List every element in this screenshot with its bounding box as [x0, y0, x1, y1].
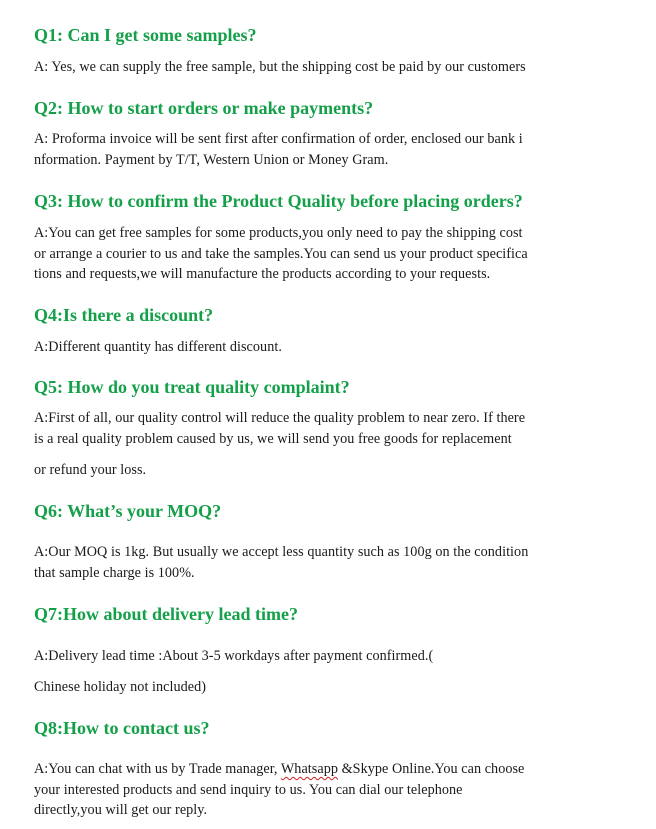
faq-question-4: Q4:Is there a discount? — [34, 305, 214, 325]
faq-answer-8-line-2: your interested products and send inquiry to us. You can dial our telephone — [34, 782, 463, 798]
faq-question-2: Q2: How to start orders or make payments? — [34, 98, 374, 118]
faq-answer-6-line-2: that sample charge is 100%. — [34, 565, 195, 581]
faq-question-5: Q5: How do you treat quality complaint? — [34, 377, 350, 397]
faq-answer-8-text-before: A:You can chat with us by Trade manager, — [34, 761, 281, 777]
faq-answer-7-line-2: Chinese holiday not included) — [34, 679, 207, 695]
faq-answer-3-line-3: tions and requests,we will manufacture the products according to your requests. — [34, 266, 491, 282]
faq-question-6: Q6: What’s your MOQ? — [34, 501, 222, 521]
faq-answer-8-line-3: directly,you will get our reply. — [34, 802, 208, 818]
faq-answer-8-line-1 — [34, 759, 524, 779]
faq-answer-4-line-1: A:Different quantity has different discount. — [34, 339, 282, 355]
faq-answer-5-line-3: or refund your loss. — [34, 462, 147, 478]
faq-answer-3-line-1: A:You can get free samples for some products,you only need to pay the shipping cost — [34, 225, 523, 241]
faq-answer-8-text-after: &Skype Online.You can choose — [338, 761, 525, 777]
faq-answer-2-line-2: nformation. Payment by T/T, Western Union or Money Gram. — [34, 152, 389, 168]
faq-question-1: Q1: Can I get some samples? — [34, 25, 257, 45]
misspelled-word-whatsapp: Whatsapp — [280, 761, 338, 777]
faq-answer-7-line-1: A:Delivery lead time :About 3-5 workdays after payment confirmed.( — [34, 648, 434, 664]
faq-answer-1-line-1: A: Yes, we can supply the free sample, but the shipping cost be paid by our customers — [34, 59, 526, 75]
faq-question-3: Q3: How to confirm the Product Quality before placing orders? — [34, 191, 523, 211]
faq-answer-5-line-1: A:First of all, our quality control will reduce the quality problem to near zero. If there — [34, 410, 526, 426]
faq-answer-3-line-2: or arrange a courier to us and take the samples.You can send us your product specifica — [34, 246, 528, 262]
faq-answer-2-line-1: A: Proforma invoice will be sent first after confirmation of order, enclosed our bank i — [34, 131, 523, 147]
faq-question-8: Q8:How to contact us? — [34, 718, 210, 738]
faq-answer-5-line-2: is a real quality problem caused by us, we will send you free goods for replacement — [34, 431, 512, 447]
faq-answer-6-line-1: A:Our MOQ is 1kg. But usually we accept less quantity such as 100g on the condition — [34, 544, 529, 560]
faq-question-7: Q7:How about delivery lead time? — [34, 604, 298, 624]
